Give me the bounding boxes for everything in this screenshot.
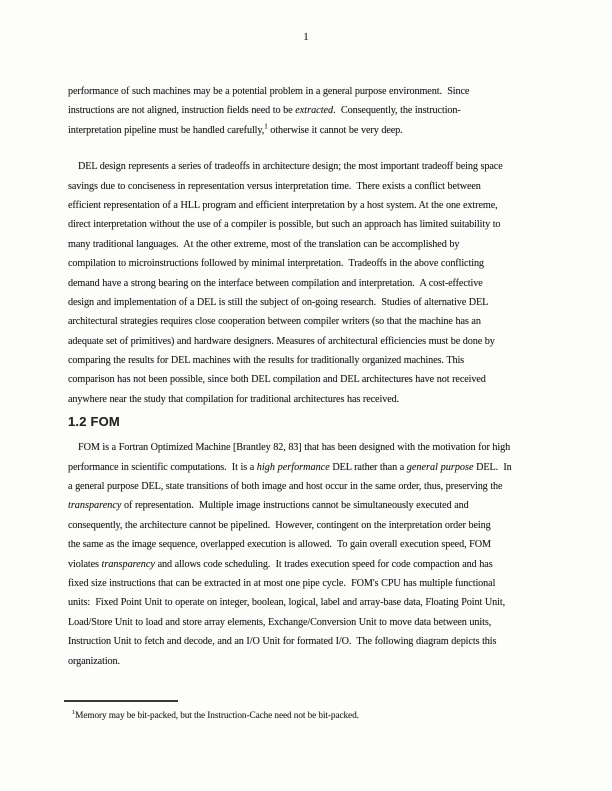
text-line: interpretation pipeline must be handled carefully,$^1$ otherwise it cannot be very deep. — [68, 122, 403, 136]
text-line: a general purpose DEL, state transitions of both image and host occur in the same order, thus, preserving the — [68, 481, 503, 493]
text-line: anywhere near the study that compilation for traditional architectures has received. — [68, 393, 400, 405]
text-line: performance of such machines may be a potential problem in a general purpose environment. Since — [68, 86, 470, 97]
text-line: units: Fixed Point Unit to operate on integer, boolean, logical, label and array-base data, Floating Point Unit, — [68, 597, 506, 609]
paragraph-del-design — [68, 157, 567, 409]
page-number: 1 — [303, 31, 309, 43]
text-line: instructions are not aligned, instruction fields need to be extracted. Consequently, the instruction- — [68, 105, 461, 117]
text-line: violates transparency and allows code scheduling. It trades execution speed for code compaction and has — [68, 558, 493, 570]
text-line: comparing the results for DEL machines with the results for traditionally organized machines. This — [68, 355, 465, 367]
text-line: compilation to microinstructions followed by minimal interpretation. Tradeoffs in the above conflicting — [68, 258, 484, 270]
text-line: Instruction Unit to fetch and decode, and an I/O Unit for formated I/O. The following diagram depicts this — [68, 636, 497, 648]
text-line: FOM is a Fortran Optimized Machine [Brantley 82, 83] that has been designed with the motivation for high — [78, 442, 511, 454]
paragraph-continuation — [68, 82, 567, 140]
text-line: efficient representation of a HLL program and efficient interpretation by a host system. At the one extreme, — [68, 199, 498, 211]
text-line: fixed size instructions that can be extracted in at most one pipe cycle. FOM's CPU has multiple functional — [68, 577, 496, 589]
text-line: the same as the image sequence, overlapped execution is allowed. To gain overall execution speed, FOM — [68, 539, 491, 551]
text-line: adequate set of primitives) and hardware designers. Measures of architectural efficiencies must be done by — [68, 335, 495, 347]
text-line: many traditional languages. At the other extreme, most of the translation can be accomplished by — [68, 238, 460, 250]
text-line: DEL design represents a series of tradeoffs in architecture design; the most important tradeoff being space — [78, 161, 503, 173]
text-line: direct interpretation without the use of a compiler is possible, but such an approach has limited suitability to — [68, 219, 501, 231]
text-line: Load/Store Unit to load and store array elements, Exchange/Conversion Unit to move data between units, — [68, 616, 492, 628]
footnote-rule — [64, 700, 178, 702]
text-line: design and implementation of a DEL is still the subject of on-going research. Studies of alternative DEL — [68, 296, 489, 308]
text-line: architectural strategies requires close cooperation between compiler writers (so that the machine has an — [68, 316, 481, 328]
text-line: savings due to conciseness in representation versus interpretation time. There exists a conflict between — [68, 180, 481, 192]
paragraph-fom — [68, 438, 567, 671]
footnote-text: $^1$Memory may be bit-packed, but the Instruction-Cache need not be bit-packed. — [72, 708, 359, 721]
text-line: comparison has not been possible, since both DEL compilation and DEL architectures have not received — [68, 374, 486, 386]
text-line: transparency of representation. Multiple image instructions cannot be simultaneously executed and — [68, 500, 469, 512]
text-line: demand have a strong bearing on the interface between compilation and interpretation. A cost-effective — [68, 277, 483, 289]
section-heading: 1.2 FOM — [68, 414, 120, 430]
text-line: organization. — [68, 655, 120, 667]
text-line: consequently, the architecture cannot be pipelined. However, contingent on the interpretation order being — [68, 519, 491, 531]
text-line: performance in scientific computations. It is a high performance DEL rather than a general purpose DEL. In — [68, 461, 512, 473]
